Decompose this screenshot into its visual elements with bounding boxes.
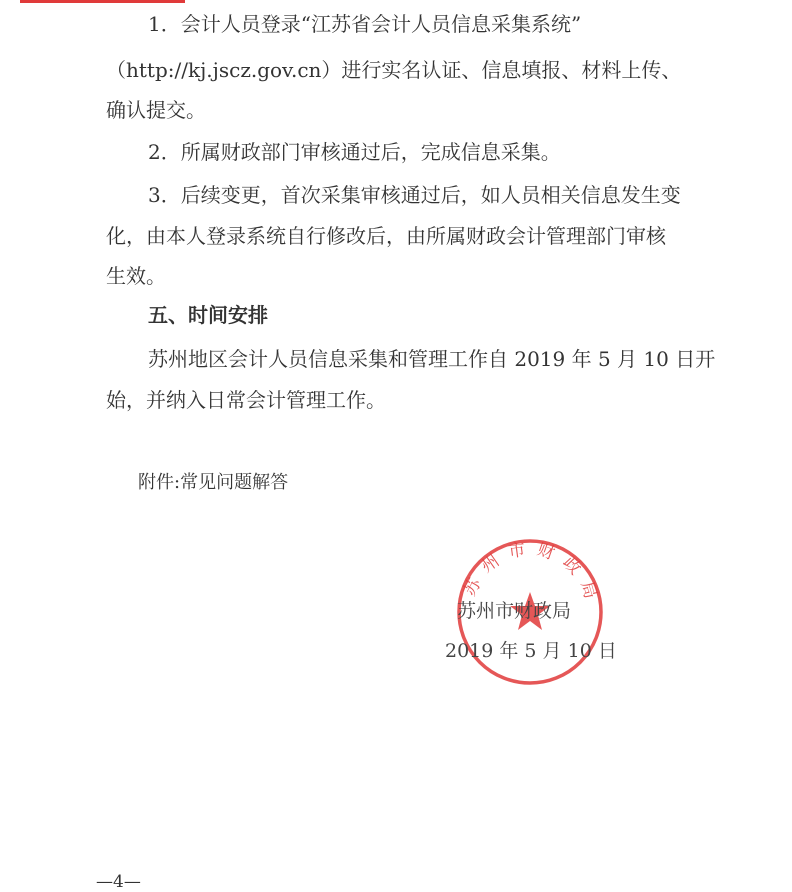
page-number: —4— <box>96 872 141 892</box>
para1-line3: 确认提交。 <box>106 98 206 122</box>
schedule-line2: 始，并纳入日常会计管理工作。 <box>106 388 386 412</box>
issue-date: 2019 年 5 月 10 日 <box>445 640 617 662</box>
para3-line2: 化，由本人登录系统自行修改后，由所属财政会计管理部门审核 <box>106 224 666 248</box>
section-heading: 五、时间安排 <box>148 303 268 327</box>
para3-line1: 3．后续变更，首次采集审核通过后，如人员相关信息发生变 <box>148 183 681 207</box>
para1-line1: 1．会计人员登录“江苏省会计人员信息采集系统” <box>148 12 582 36</box>
schedule-line1: 苏州地区会计人员信息采集和管理工作自 2019 年 5 月 10 日开 <box>148 347 716 371</box>
para2-line1: 2．所属财政部门审核通过后，完成信息采集。 <box>148 140 561 164</box>
seal-arc-text: 苏州市财政局 <box>460 538 603 611</box>
attachment-line: 附件:常见问题解答 <box>138 472 289 493</box>
issuer-name: 苏州市财政局 <box>457 600 572 622</box>
para3-line3: 生效。 <box>106 264 166 288</box>
para1-line2: （http://kj.jscz.gov.cn）进行实名认证、信息填报、材料上传、 <box>106 58 682 82</box>
top-red-bar <box>20 0 185 3</box>
